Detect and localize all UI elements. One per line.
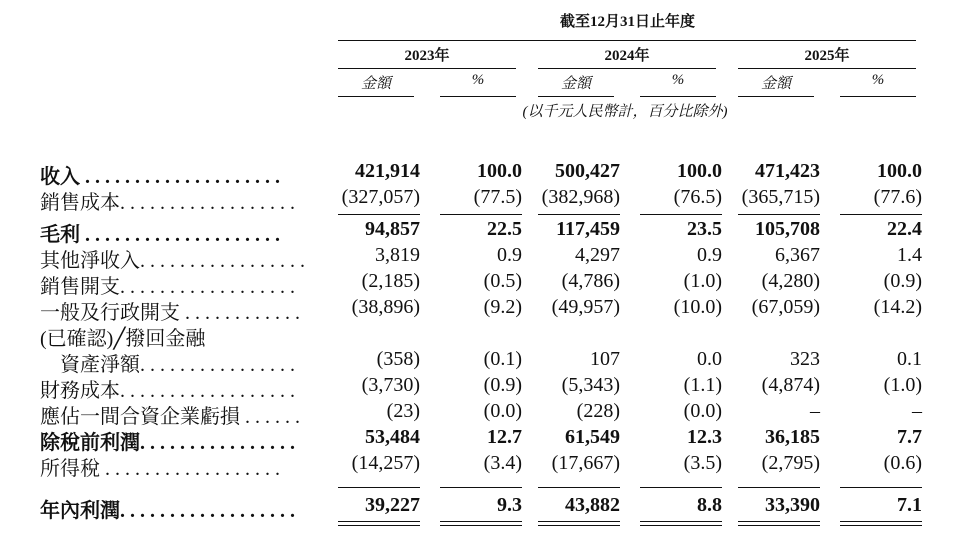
cell-amount-2024: 500,427 [555,160,620,182]
cell-percent-2025: 100.0 [877,160,922,182]
double-rule-amount-2023-a [338,521,420,522]
cell-amount-2023: 94,857 [365,218,420,240]
row-label: (已確認)╱撥回金融 [40,328,206,350]
cell-amount-2025: – [810,400,820,422]
cell-percent-2023: 9.3 [497,494,522,516]
double-rule-percent-2025-b [840,525,922,526]
rule-before-profit-percent-2023 [440,487,522,488]
row-label: 銷售成本. . . . . . . . . . . . . . . . . . [40,192,295,214]
table-row [0,270,960,296]
cell-percent-2023: (0.5) [483,270,522,292]
cell-amount-2023: 421,914 [355,160,420,182]
cell-amount-2023: (14,257) [351,452,420,474]
cell-percent-2024: 0.9 [697,244,722,266]
cell-amount-2025: 105,708 [755,218,820,240]
cell-amount-2025: (2,795) [761,452,820,474]
cell-percent-2024: (0.0) [683,400,722,422]
period-header-rule [338,40,916,41]
cell-amount-2025: 471,423 [755,160,820,182]
rule-before-profit-amount-2024 [538,487,620,488]
double-rule-amount-2023-b [338,525,420,526]
cell-percent-2024: 0.0 [697,348,722,370]
unit-note: (以千元人民幣計，百分比除外) [522,104,728,120]
cell-percent-2025: (0.9) [883,270,922,292]
percent-header-2023: % [471,72,485,88]
cell-amount-2024: (228) [576,400,620,422]
cell-amount-2025: (365,715) [741,186,820,208]
table-row [0,218,960,244]
cell-percent-2023: (77.5) [473,186,522,208]
row-label: 收入 . . . . . . . . . . . . . . . . . . . . [40,166,280,188]
cell-percent-2023: (9.2) [483,296,522,318]
rule-after-cost-amount-2023 [338,214,420,215]
rule-after-cost-percent-2025 [840,214,922,215]
table-row [0,160,960,186]
cell-percent-2025: (77.6) [873,186,922,208]
double-rule-amount-2025-b [738,525,820,526]
table-row [0,426,960,452]
cell-amount-2025: (4,874) [761,374,820,396]
table-row [0,374,960,400]
cell-percent-2025: (14.2) [873,296,922,318]
cell-percent-2025: – [912,400,922,422]
cell-percent-2025: 0.1 [897,348,922,370]
double-rule-percent-2024-a [640,521,722,522]
table-row [0,452,960,478]
cell-percent-2023: 100.0 [477,160,522,182]
period-header: 截至12月31日止年度 [560,14,696,30]
sub-rule-percent-2023 [440,96,516,97]
cell-percent-2023: (0.9) [483,374,522,396]
rule-before-profit-percent-2025 [840,487,922,488]
cell-percent-2023: 22.5 [487,218,522,240]
row-label: 其他淨收入. . . . . . . . . . . . . . . . . [40,250,305,272]
rule-after-cost-percent-2023 [440,214,522,215]
double-rule-percent-2025-a [840,521,922,522]
table-row [0,400,960,426]
rule-before-profit-amount-2025 [738,487,820,488]
year-rule-2025 [738,68,916,69]
year-header-2024: 2024年 [604,48,650,64]
table-row [0,244,960,270]
row-label: 應佔一間合資企業虧損 . . . . . . [40,406,300,428]
table-row [0,186,960,212]
cell-percent-2023: 0.9 [497,244,522,266]
cell-amount-2025: (4,280) [761,270,820,292]
cell-amount-2025: 6,367 [775,244,820,266]
cell-percent-2025: (0.6) [883,452,922,474]
cell-percent-2024: 12.3 [687,426,722,448]
cell-amount-2023: (2,185) [361,270,420,292]
cell-percent-2024: (76.5) [673,186,722,208]
cell-percent-2025: 7.1 [897,494,922,516]
cell-amount-2025: 36,185 [765,426,820,448]
cell-amount-2023: (327,057) [341,186,420,208]
cell-amount-2024: 107 [590,348,620,370]
rule-after-cost-percent-2024 [640,214,722,215]
row-label: 毛利 . . . . . . . . . . . . . . . . . . . . [40,224,280,246]
percent-header-2025: % [871,72,885,88]
cell-amount-2023: 39,227 [365,494,420,516]
cell-percent-2023: (3.4) [483,452,522,474]
table-row [0,494,960,520]
cell-amount-2024: (382,968) [541,186,620,208]
cell-amount-2025: 323 [790,348,820,370]
cell-percent-2025: 1.4 [897,244,922,266]
double-rule-amount-2025-a [738,521,820,522]
double-rule-percent-2024-b [640,525,722,526]
table-row [0,322,960,348]
cell-amount-2023: (23) [386,400,420,422]
year-rule-2023 [338,68,516,69]
cell-amount-2024: 4,297 [575,244,620,266]
cell-percent-2024: 23.5 [687,218,722,240]
sub-rule-amount-2025 [738,96,814,97]
cell-percent-2024: (3.5) [683,452,722,474]
cell-percent-2024: (1.0) [683,270,722,292]
year-header-2023: 2023年 [404,48,450,64]
cell-amount-2025: 33,390 [765,494,820,516]
cell-amount-2023: (3,730) [361,374,420,396]
cell-percent-2024: 8.8 [697,494,722,516]
table-row [0,296,960,322]
row-label: 一般及行政開支 . . . . . . . . . . . . [40,302,300,324]
double-rule-amount-2024-a [538,521,620,522]
sub-rule-amount-2024 [538,96,614,97]
cell-amount-2023: 53,484 [365,426,420,448]
cell-amount-2024: (49,957) [551,296,620,318]
percent-header-2024: % [671,72,685,88]
year-header-2025: 2025年 [804,48,850,64]
double-rule-percent-2023-a [440,521,522,522]
cell-amount-2024: 61,549 [565,426,620,448]
sub-rule-percent-2025 [840,96,916,97]
row-label: 年內利潤. . . . . . . . . . . . . . . . . . [40,500,295,522]
cell-amount-2024: 43,882 [565,494,620,516]
amount-header-2023: 金額 [360,76,391,92]
double-rule-amount-2024-b [538,525,620,526]
cell-percent-2025: 7.7 [897,426,922,448]
cell-percent-2024: 100.0 [677,160,722,182]
amount-header-2025: 金額 [760,76,791,92]
cell-percent-2023: (0.1) [483,348,522,370]
cell-percent-2025: 22.4 [887,218,922,240]
cell-amount-2024: (4,786) [561,270,620,292]
cell-amount-2023: 3,819 [375,244,420,266]
rule-before-profit-percent-2024 [640,487,722,488]
year-rule-2024 [538,68,716,69]
rule-after-cost-amount-2025 [738,214,820,215]
cell-amount-2024: 117,459 [556,218,620,240]
cell-amount-2023: (38,896) [351,296,420,318]
sub-rule-amount-2023 [338,96,414,97]
cell-amount-2023: (358) [376,348,420,370]
row-label: 資產淨額. . . . . . . . . . . . . . . . [40,354,295,376]
cell-percent-2023: (0.0) [483,400,522,422]
rule-before-profit-amount-2023 [338,487,420,488]
cell-amount-2024: (17,667) [551,452,620,474]
cell-percent-2024: (10.0) [673,296,722,318]
cell-percent-2025: (1.0) [883,374,922,396]
amount-header-2024: 金額 [560,76,591,92]
cell-percent-2024: (1.1) [683,374,722,396]
row-label: 所得稅 . . . . . . . . . . . . . . . . . . [40,458,280,480]
sub-rule-percent-2024 [640,96,716,97]
cell-percent-2023: 12.7 [487,426,522,448]
rule-after-cost-amount-2024 [538,214,620,215]
cell-amount-2024: (5,343) [561,374,620,396]
row-label: 財務成本. . . . . . . . . . . . . . . . . . [40,380,295,402]
row-label: 銷售開支. . . . . . . . . . . . . . . . . . [40,276,295,298]
double-rule-percent-2023-b [440,525,522,526]
table-row [0,348,960,374]
cell-amount-2025: (67,059) [751,296,820,318]
row-label: 除稅前利潤. . . . . . . . . . . . . . . . [40,432,295,454]
